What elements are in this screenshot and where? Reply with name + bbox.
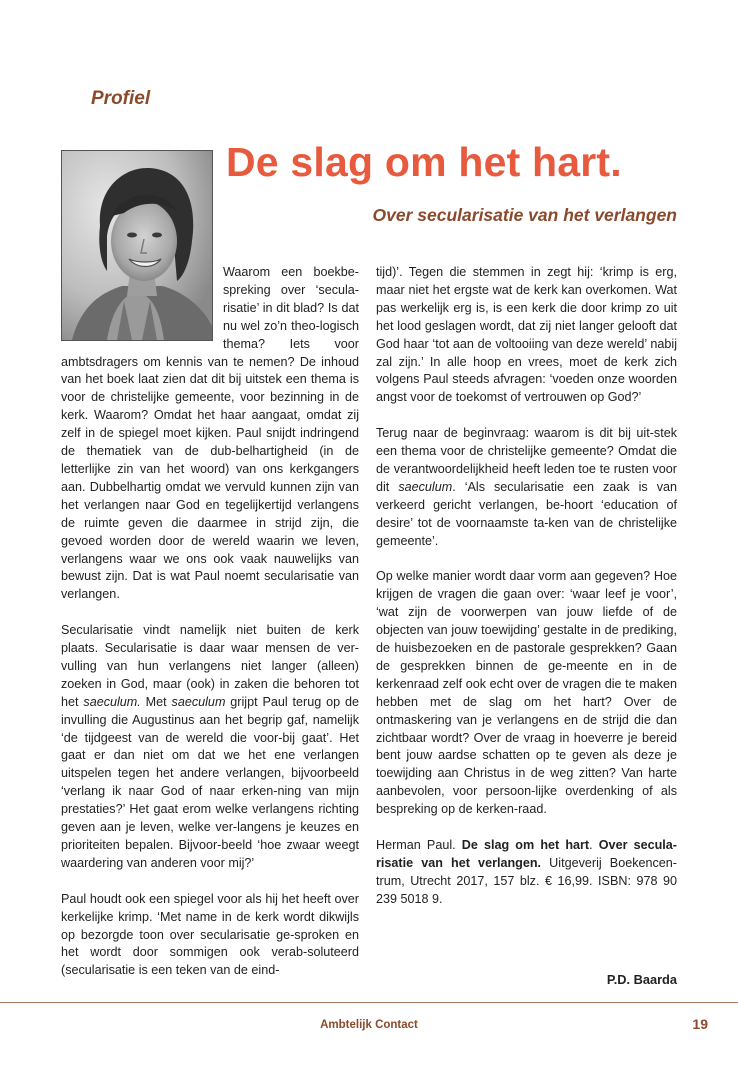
ref-dot: .	[589, 837, 599, 852]
page-number: 19	[692, 1016, 708, 1032]
italic-term: saeculum	[398, 479, 453, 494]
paragraph: Paul houdt ook een spiegel voor als hij het heeft over kerkelijke krimp. ‘Met name in de kerk wordt dikwijls op bezorgde toon over secularisatie ge-sproken en het wordt door sommigen ook verab-soluteerd (secularisatie is een teken van de eind-	[61, 891, 359, 978]
text-span: grijpt Paul terug op de invulling die Augustinus aan het begrip gaf, namelijk ‘de tijdgeest van de wereld die voor-bij gaat’. Het gaat er dan niet om dat we het ene verlangen uitspelen tegen het andere verlangen, bijvoorbeeld ‘verlang ik naar God of naar erken-ning van mijn prestaties?’ Het gaat erom welke verlangens richting geven aan je leven, welke ver-langens je keuzes en prioriteiten bepalen. Bijvoor-beeld ‘hoe zwaar weegt waardering van anderen voor mij?’	[61, 694, 360, 870]
text-span: Met	[140, 694, 172, 709]
text-span: Secularisatie vindt namelijk niet buiten de kerk plaats. Secularisatie is daar waar mensen de ver-vulling van hun verlangens niet langer (alleen) zoeken in God, maar (ook) in zaken die behoren tot het	[61, 623, 359, 709]
column-right	[376, 264, 677, 909]
paragraph	[61, 622, 359, 873]
italic-term: saeculum	[171, 694, 226, 709]
paragraph: tijd)’. Tegen die stemmen in zegt hij: ‘krimp is erg, maar niet het ergste wat de kerk kan overkomen. Wat pas werkelijk erg is, is een kerk die door krimp zo uit het lood geslagen wordt, dat zij niet langer gelooft dat God haar ‘tot aan de voltooiing van deze wereld’ nabij zal zijn.’ In alle hoop en vrees, moet de kerk zich volgens Paul steeds afvragen: ‘voeden onze woorden angst voor de toekomst of vertrouwen op God?’	[376, 265, 677, 405]
paragraph: Waarom een boekbe-spreking over ‘secula-risatie’ in dit blad? Is dat nu wel zo’n theo-logisch thema? Iets voor ambtsdragers om kennis van te nemen? De inhoud van het boek laat zien dat dit bij uitstek een thema is voor de christelijke gemeente, voor bezinning in de kerk. Waarom? Omdat het haar aangaat, omdat zij zelf in de spiegel moet kijken. Paul snijdt indringend de thematiek van de dub-belhartigheid (in de letterlijke zin van het woord) van ons kerkgangers aan. Dubbelhartig omdat we vervuld kunnen zijn van het verlangen naar God en tegelijkertijd verlangens de ruimte geven die daarmee in strijd zijn, die gevoed worden door de wereld waarin we leven, verlangens waar we ons ook vaak nauwelijks van bewust zijn. Dat is wat Paul noemt secularisatie van verlangen.	[61, 265, 359, 602]
column-left	[61, 264, 359, 980]
article-title: De slag om het hart.	[226, 139, 622, 185]
book-reference	[376, 837, 677, 909]
paragraph: Op welke manier wordt daar vorm aan gegeven? Hoe krijgen de vragen die gaan over: ‘waar leef je voor’, ‘wat zijn de voorwerpen van jouw liefde of de objecten van jouw toewijding’ gestalte in de prediking, de huisbezoeken en de pastorale gesprekken? Gaan de gesprekken binnen de ge-meente en in de kerkenraad zelf ook echt over de vragen die te maken hebben met de slag om het hart? Over de ontmaskering van je verlangens en de strijd die dan zichtbaar wordt? Over de vraag in hoeverre je bereid bent jouw aardse schatten op te geven als deze je toewijding aan Christus in de weg zitten? Van harte aanbevolen, voor persoon-lijke overdenking of als bespreking op de kerken-raad.	[376, 569, 677, 817]
footer-divider	[0, 1002, 738, 1003]
magazine-name: Ambtelijk Contact	[320, 1019, 418, 1031]
ref-title: De slag om het hart	[461, 837, 590, 852]
photo-wrap-space	[61, 264, 223, 348]
section-label: Profiel	[91, 88, 151, 109]
article-subtitle: Over secularisatie van het verlangen	[372, 205, 677, 225]
ref-author: Herman Paul.	[376, 837, 462, 852]
author-signature: P.D. Baarda	[606, 972, 677, 987]
italic-term: saeculum.	[83, 694, 141, 709]
text-span: . ‘Als secularisatie een zaak is van verkeerd gericht verlangen, be-hoort ‘education of desire’ tot de voornaamste ta-ken van de christelijke gemeente’.	[376, 479, 678, 548]
text-span: Terug naar de beginvraag: waarom is dit bij uit-stek een thema voor de christelijke gemeente? Omdat die de verantwoordelijkheid heeft leden toe te rusten voor dit	[376, 426, 677, 494]
ref-subtitle: Over secula-risatie van het verlangen.	[376, 837, 677, 870]
ref-publisher: Uitgeverij Boekencen-trum, Utrecht 2017, 157 blz. € 16,99. ISBN: 978 90 239 5018 9.	[376, 855, 678, 906]
paragraph	[376, 425, 677, 550]
